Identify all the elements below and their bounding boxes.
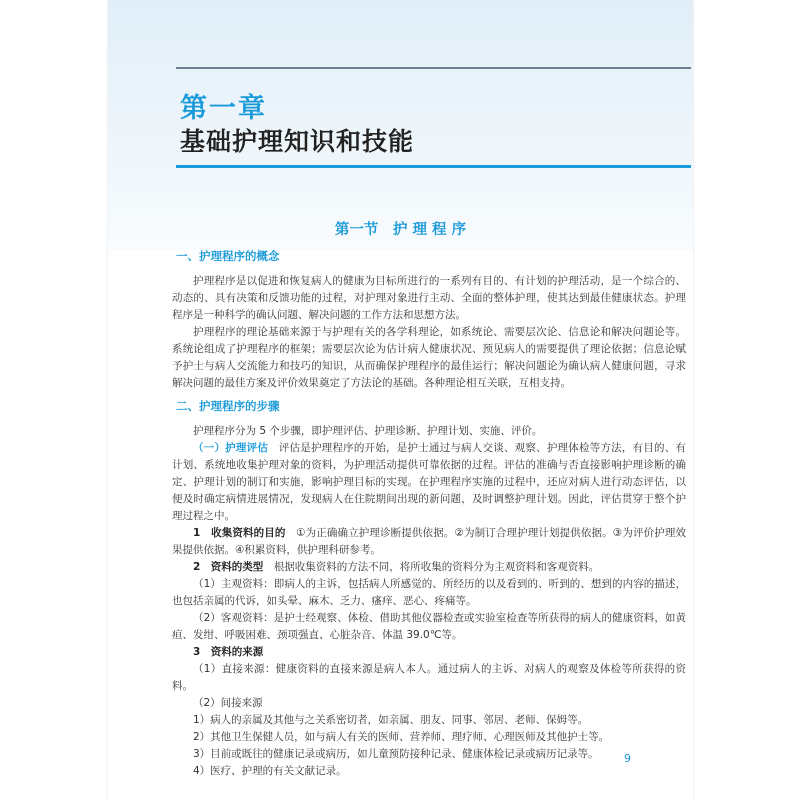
list-item: 3）目前或既往的健康记录或病历，如儿童预防接种记录、健康体检记录或病历记录等。 (193, 748, 599, 760)
paragraph-text: 评估是护理程序的开始，是护士通过与病人交谈、观察、护理体检等方法，有目的、有计划、系统地收集护理对象的资料，为护理活动提供可靠依据的过程。评估的准确与否直接影响护理诊断的确定、护理计划的制订和实施，影响护理目标的实现。在护理程序实施的过程中，还应对病人进行动态评估，以便及时确定病情进展情况，发现病人在住院期间出现的新问题，及时调整护理计划。因此，评估贯穿于整个护理过程之中。 (172, 442, 687, 522)
list-item: 1）病人的亲属及其他与之关系密切者，如亲属、朋友、同事、邻居、老师、保姆等。 (193, 714, 589, 726)
paragraph (172, 525, 686, 559)
paragraph: 护理程序的理论基础来源于与护理有关的各学科理论，如系统论、需要层次论、信息论和解决问题论等。系统论组成了护理程序的框架；需要层次论为估计病人健康状况、预见病人的需要提供了理论依据；信息论赋予护士与病人交流能力和技巧的知识，从而确保护理程序的最佳运行；解决问题论为确认病人健康问题，寻求解决问题的最佳方案及评价效果奠定了方法论的基础。各种理论相互关联，互相支持。 (172, 326, 686, 389)
chapter-number: 第一章 (180, 93, 267, 124)
list-item: 2）其他卫生保健人员，如与病人有关的医师、营养师、理疗师、心理医师及其他护士等。 (193, 731, 610, 743)
paragraph: （1）直接来源：健康资料的直接来源是病人本人。通过病人的主诉、对病人的观察及体检等所获得的资料。 (172, 663, 686, 692)
page-number: 9 (624, 752, 631, 765)
page-body (172, 248, 686, 780)
paragraph-text: ①为正确确立护理诊断提供依据。②为制订合理护理计划提供依据。③为评价护理效果提供依据。④积累资料，供护理科研参考。 (172, 527, 686, 556)
item-heading: 3 资料的来源 (193, 646, 264, 658)
heading-steps: 二、护理程序的步骤 (176, 399, 280, 413)
paragraph (172, 440, 686, 525)
top-rule (176, 67, 691, 69)
chapter-title: 基础护理知识和技能 (180, 127, 415, 156)
heading-concept: 一、护理程序的概念 (176, 249, 280, 263)
chapter-rule (176, 165, 691, 168)
paragraph: （2）间接来源 (193, 697, 263, 709)
section-title: 第一节 护 理 程 序 (334, 222, 467, 238)
paragraph (172, 644, 686, 661)
item-heading: 2 资料的类型 (193, 561, 264, 573)
book-page (108, 0, 693, 800)
paragraph (172, 559, 686, 576)
list-item: 4）医疗、护理的有关文献记录。 (193, 765, 347, 777)
paragraph: 护理程序是以促进和恢复病人的健康为目标所进行的一系列有目的、有计划的护理活动，是一个综合的、动态的、具有决策和反馈功能的过程，对护理对象进行主动、全面的整体护理，使其达到最佳健康状态。护理程序是一种科学的确认问题、解决问题的工作方法和思想方法。 (172, 275, 686, 321)
paragraph: （1）主观资料：即病人的主诉，包括病人所感觉的、所经历的以及看到的、听到的、想到的内容的描述，也包括亲属的代诉，如头晕、麻木、乏力、瘙痒、恶心、疼痛等。 (172, 578, 686, 607)
item-heading: 1 收集资料的目的 (193, 527, 286, 539)
paragraph-text: 根据收集资料的方法不同，将所收集的资料分为主观资料和客观资料。 (273, 561, 600, 573)
paragraph: 护理程序分为 5 个步骤，即护理评估、护理诊断、护理计划、实施、评价。 (193, 425, 543, 437)
subheading-assessment: （一）护理评估 (193, 442, 269, 454)
paragraph: （2）客观资料：是护士经观察、体检、借助其他仪器检查或实验室检查等所获得的病人的健康资料，如黄疸、发绀、呼吸困难、颈项强直、心脏杂音、体温 39.0℃等。 (172, 612, 686, 641)
